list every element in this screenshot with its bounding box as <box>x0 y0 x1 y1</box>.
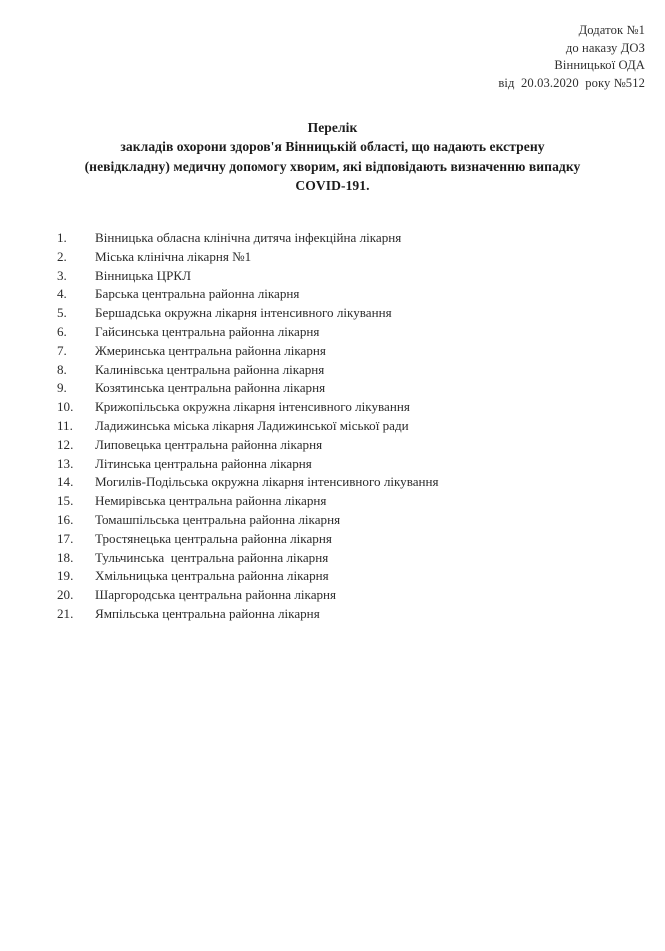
list-item-label: Ямпільська центральна районна лікарня <box>95 605 320 621</box>
list-item-number: 17. <box>57 530 74 546</box>
list-item-number: 3. <box>57 267 67 283</box>
list-item-label: Липовецька центральна районна лікарня <box>95 436 323 452</box>
list-item-label: Ладижинська міська лікарня Ладижинської міської ради <box>95 417 409 433</box>
title-line-2: закладів охорони здоров'я Вінницькій області, що надають екстрену <box>120 139 545 155</box>
list-item-label: Літинська центральна районна лікарня <box>95 455 312 471</box>
list-item <box>0 549 665 568</box>
list-item-label: Томашпільська центральна районна лікарня <box>95 511 341 527</box>
list-item <box>0 473 665 492</box>
list-item-number: 13. <box>57 455 74 471</box>
list-item-number: 19. <box>57 568 74 584</box>
list-item-label: Тульчинська центральна районна лікарня <box>95 549 329 565</box>
header-line-order-issuer: до наказу ДОЗ <box>565 40 645 55</box>
list-item-label: Козятинська центральна районна лікарня <box>95 380 326 396</box>
list-item-number: 12. <box>57 436 74 452</box>
list-item <box>0 342 665 361</box>
list-item-number: 2. <box>57 248 67 264</box>
list-item-number: 5. <box>57 305 67 321</box>
list-item-number: 18. <box>57 549 74 565</box>
title-line-3: (невідкладну) медичну допомогу хворим, які відповідають визначенню випадку <box>84 158 581 174</box>
list-item-number: 1. <box>57 230 67 245</box>
list-item <box>0 436 665 455</box>
list-item <box>0 361 665 380</box>
header-line-date-number: від 20.03.2020 року №512 <box>498 75 645 90</box>
list-item-label: Шаргородська центральна районна лікарня <box>95 587 337 603</box>
list-item-label: Вінницька обласна клінічна дитяча інфекційна лікарня <box>95 230 402 245</box>
list-item <box>0 605 665 624</box>
list-item-label: Калинівська центральна районна лікарня <box>95 361 325 377</box>
title-line-disease-code: COVID-191. <box>295 178 370 194</box>
list-item-label: Крижопільська окружна лікарня інтенсивного лікування <box>95 399 410 415</box>
list-item <box>0 248 665 267</box>
title-line-heading: Перелік <box>307 120 358 135</box>
facility-list <box>0 229 665 624</box>
list-item <box>0 511 665 530</box>
list-item <box>0 455 665 474</box>
list-item-number: 9. <box>57 380 67 396</box>
list-item-number: 8. <box>57 361 67 377</box>
list-item <box>0 586 665 605</box>
list-item-number: 10. <box>57 399 74 415</box>
list-item-label: Жмеринська центральна районна лікарня <box>95 342 326 358</box>
list-item <box>0 417 665 436</box>
list-item-label: Бершадська окружна лікарня інтенсивного лікування <box>95 305 392 321</box>
list-item <box>0 323 665 342</box>
page-title <box>28 118 637 196</box>
list-item-number: 15. <box>57 493 74 509</box>
list-item <box>0 398 665 417</box>
list-item <box>0 492 665 511</box>
list-item-number: 4. <box>57 286 67 302</box>
list-item <box>0 267 665 286</box>
list-item-label: Вінницька ЦРКЛ <box>95 267 191 283</box>
list-item <box>0 567 665 586</box>
list-item-label: Тростянецька центральна районна лікарня <box>95 530 332 546</box>
list-item <box>0 285 665 304</box>
list-item-number: 7. <box>57 342 67 358</box>
list-item-label: Гайсинська центральна районна лікарня <box>95 323 320 339</box>
header-line-organization: Вінницької ОДА <box>554 58 645 72</box>
document-approval-header <box>305 22 645 92</box>
list-item-label: Немирівська центральна районна лікарня <box>95 493 327 509</box>
list-item-number: 20. <box>57 587 74 603</box>
list-item-number: 21. <box>57 605 74 621</box>
list-item <box>0 304 665 323</box>
list-item <box>0 379 665 398</box>
list-item-label: Міська клінічна лікарня №1 <box>95 248 252 264</box>
list-item-label: Хмільницька центральна районна лікарня <box>95 568 329 584</box>
list-item-label: Могилів-Подільська окружна лікарня інтенсивного лікування <box>95 474 439 490</box>
list-item-label: Барська центральна районна лікарня <box>95 286 300 302</box>
list-item-number: 11. <box>57 417 73 433</box>
list-item-number: 16. <box>57 511 74 527</box>
header-line-appendix-number: Додаток №1 <box>578 23 645 37</box>
list-item <box>0 530 665 549</box>
list-item-number: 6. <box>57 323 67 339</box>
list-item-number: 14. <box>57 474 74 490</box>
list-item <box>0 229 665 248</box>
